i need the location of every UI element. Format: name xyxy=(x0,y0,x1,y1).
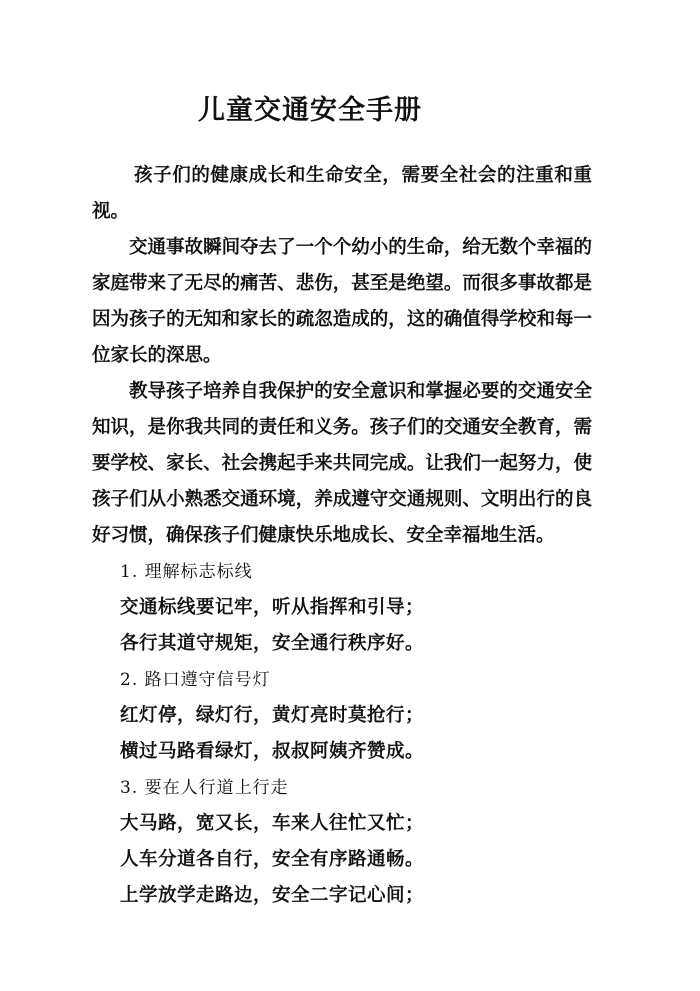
section-heading-2: 2. 路口遵守信号灯 xyxy=(120,670,271,690)
section-2-line-2: 横过马路看绿灯，叔叔阿姨齐赞成。 xyxy=(120,741,425,762)
section-heading-3: 3. 要在人行道上行走 xyxy=(120,778,289,798)
intro-paragraph-3: 教导孩子培养自我保护的安全意识和掌握必要的交通安全知识，是你我共同的责任和义务。孩子们的交通安全教育，需要学校、家长、社会携起手来共同完成。让我们一起努力，使孩子们从小熟悉交通环境，养成遵守交通规则、文明出行的良好习惯，确保孩子们健康快乐地成长、安全幸福地生活。 xyxy=(92,381,592,546)
section-3-line-1: 大马路，宽又长，车来人往忙又忙； xyxy=(120,813,425,834)
section-3-line-3: 上学放学走路边，安全二字记心间； xyxy=(120,885,425,906)
section-3-line-2: 人车分道各自行，安全有序路通畅。 xyxy=(120,849,425,870)
section-1-line-1: 交通标线要记牢，听从指挥和引导； xyxy=(120,597,425,618)
section-heading-1: 1. 理解标志标线 xyxy=(120,562,253,582)
document-body xyxy=(92,158,592,914)
section-1-line-2: 各行其道守规矩，安全通行秩序好。 xyxy=(120,633,425,654)
section-2-line-1: 红灯停，绿灯行，黄灯亮时莫抢行； xyxy=(120,705,425,726)
intro-paragraph-1: 孩子们的健康成长和生命安全，需要全社会的注重和重视。 xyxy=(92,165,592,222)
document-title: 儿童交通安全手册 xyxy=(198,95,422,126)
intro-paragraph-2: 交通事故瞬间夺去了一个个幼小的生命，给无数个幸福的家庭带来了无尽的痛苦、悲伤，甚至是绝望。而很多事故都是因为孩子的无知和家长的疏忽造成的，这的确值得学校和每一位家长的深思。 xyxy=(92,237,592,366)
